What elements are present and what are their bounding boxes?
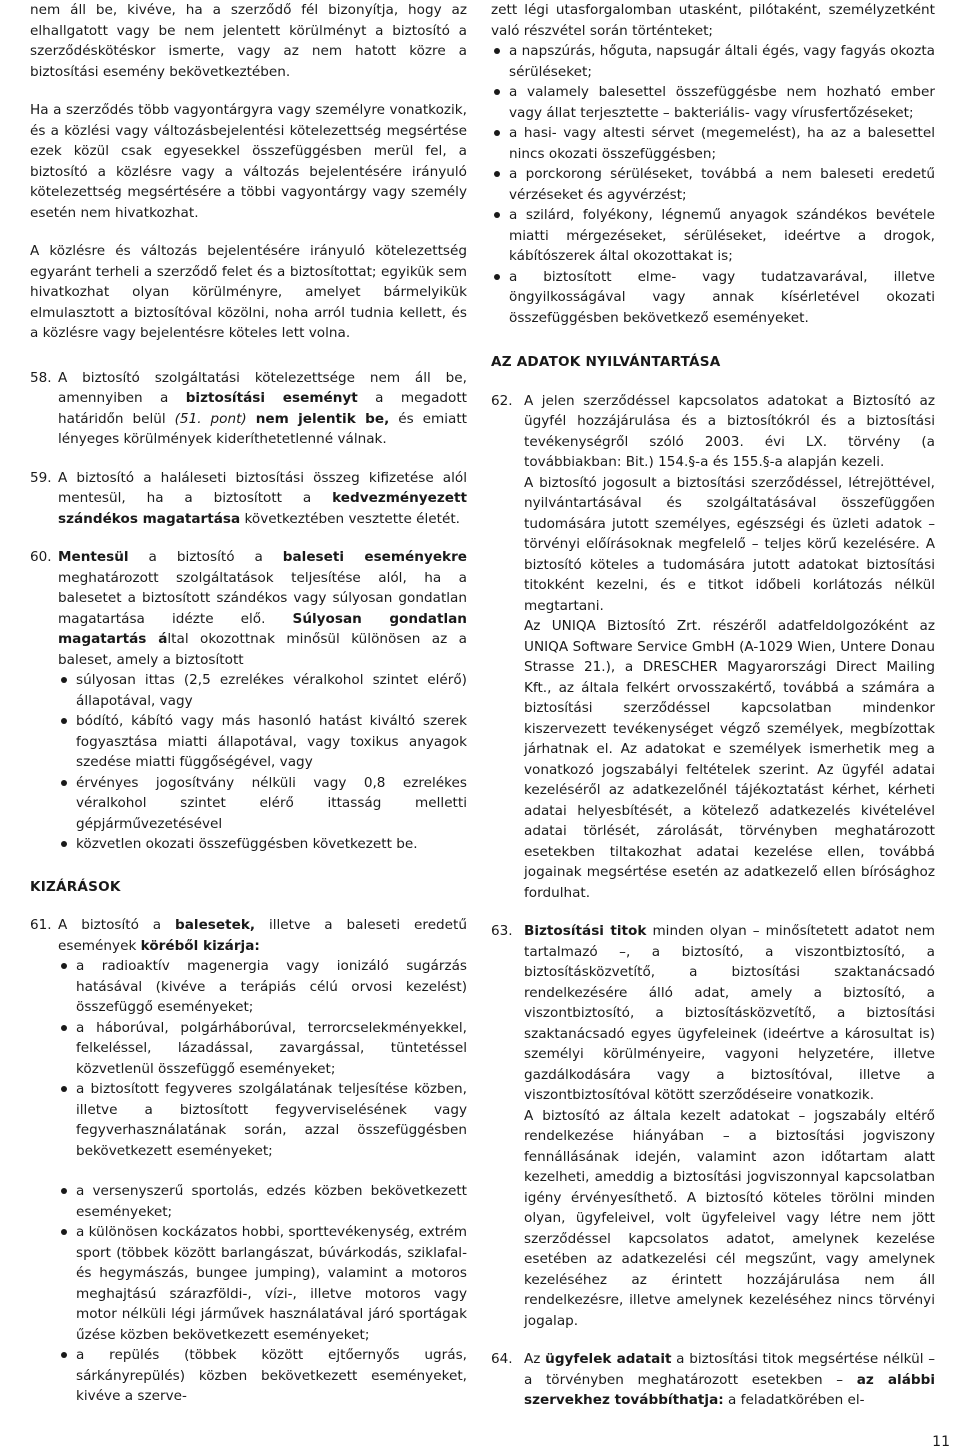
list-item: a versenyszerű sportolás, edzés közben bekövetkezett eseményeket; <box>58 1181 467 1222</box>
list-item: a biztosított fegyveres szolgálatának teljesítése közben, illetve a biztosított fegyverviselésének vagy fegyverhasználatának során, azzal összefüggésben bekövetkezett eseményeket; <box>58 1079 467 1161</box>
bullet-list <box>58 670 467 855</box>
section-number: 61. <box>30 917 52 933</box>
heading-exclusions: KIZÁRÁSOK <box>30 878 121 895</box>
section-64 <box>491 1349 935 1411</box>
section-number: 62. <box>491 392 513 409</box>
section-62 <box>491 391 935 904</box>
bullet-list <box>58 956 467 1407</box>
section-58 <box>30 368 467 450</box>
list-item: a hasi- vagy altesti sérvet (megemelést), ha az a balesettel nincs okozati összefüggésben; <box>491 123 935 164</box>
section-number: 64. <box>491 1351 513 1367</box>
section-text: A jelen szerződéssel kapcsolatos adatokat a Biztosító az ügyfél hozzájárulása és a biztosítókról és a biztosítási tevékenységről szóló 2003. évi LX. törvény (a továbbiakban: Bit.) 154.§-a és 155.§-a alapján kezeli. A biztosító jogosult a biztosítási szerződéssel, létrejöttével, nyilvántartásával és szolgáltatásával összefüggően tudomására jutott személyes, egészségi és üzleti adatok – törvényi előírásoknak megfelelő – teljes körű kezelésére. A biztosító köteles a tudomására jutott adatokat biztosítási titokként kezelni, és e titkot időbeli korlátozás nélkül megtartani. Az UNIQA Biztosító Zrt. részéről adatfeldolgozóként az UNIQA Software Service GmbH (A-1029 Wien, Untere Donau Strasse 21.), a DRESCHER Magyarországi Direct Mailing Kft., az általa felkért orvosszakértő, továbbá a számára a biztosítási szerződéssel kapcsolatban mindenkor kiszervezett tevékenységet végző személyek, megbízottak járhatnak el. Az adatokat e személyek ismerhetik meg a vonatkozó jogszabályi feltételek szerint. Az ügyfél adatai kezeléséről az adatkezelőnél tájékoztatást kérhet, kérheti adatai helyesbítését, a kötelező adatkezelés kivételével adatai törlését, zárolását, törvényben meghatározott esetekben tiltakozhat adatai kezelése ellen, továbbá jogainak megsértése esetén az adatkezelő ellen bírósághoz fordulhat. <box>524 392 935 901</box>
list-item: a repülés (többek között ejtőernyős ugrás, sárkányrepülés) közben bekövetkezett eseményeket, kivéve a szerve- <box>58 1345 467 1407</box>
list-item: bódító, kábító vagy más hasonló hatást kiváltó szerek fogyasztása miatti állapotával, vagy toxikus anyagok szedése miatti függőségével, vagy <box>58 711 467 773</box>
list-item: a különösen kockázatos hobbi, sporttevékenység, extrém sport (többek között barlangászat, búvárkodás, sziklafal- és hegymászás, bungee jumping), valamint a motoros meghajtású szárazföldi-, vízi-, illetve motoros vagy motor nélküli légi járművek használatával járó sportágak űzése közben bekövetkezett eseményeket; <box>58 1222 467 1345</box>
right-column <box>491 0 935 1411</box>
list-item: a háborúval, polgárháborúval, terrorcselekményekkel, felkeléssel, lázadással, zavargással, tüntetéssel közvetlenül összefüggő eseményeket; <box>58 1018 467 1080</box>
section-59 <box>30 468 467 530</box>
section-text: Biztosítási titok minden olyan – minősítetett adatot nem tartalmazó –, a biztosító, a viszontbiztosító, a biztosításközvetítő, a biztosítási szaktanácsadó rendelkezésére álló adat, amely a biztosító, a viszontbiztosító, a biztosításközvetítő, a biztosítási szaktanácsadó egyes ügyfeleinek (ideértve a károsultat is) személyi körülményeire, vagyoni helyzetére, illetve gazdálkodására vagy a biztosítóval, illetve a viszontbiztosítóval kötött szerződéseire vonatkozik. A biztosító az általa kezelt adatokat – jogszabály eltérő rendelkezése hiányában – a biztosítási jogviszony fennállásának idején, valamint azon időtartam alatt kezelheti, ameddig a biztosítási jogviszonnyal kapcsolatban igény érvényesíthető. A biztosító köteles törölni minden olyan, ügyfeleivel, volt ügyfeleivel vagy létre nem jött szerződéssel kapcsolatos adatot, amelynek kezelése esetében az adatkezelési cél megszűnt, vagy amelynek kezeléséhez az érintett hozzájárulása nem áll rendelkezésre, illetve amelynek kezeléséhez nincs törvényi jogalap. <box>524 923 935 1329</box>
section-text: A biztosító szolgáltatási kötelezettsége nem áll be, amennyiben a biztosítási eseményt a megadott határidőn belül (51. pont) nem jelentik be, és emiatt lényeges körülmények kideríthetetlenné válnak. <box>58 369 467 447</box>
list-item: közvetlen okozati összefüggésben következett be. <box>58 834 467 855</box>
section-63 <box>491 921 935 1331</box>
list-item: érvényes jogosítvány nélküli vagy 0,8 ezrelékes véralkohol szintet elérő ittasság melletti gépjárművezetésével <box>58 773 467 835</box>
section-number: 60. <box>30 549 52 565</box>
section-61 <box>30 915 467 1407</box>
list-item: a biztosított elme- vagy tudatzavarával, illetve öngyilkosságával vagy annak kísérletével okozati összefüggésben bekövetkező eseményeket. <box>491 267 935 329</box>
list-item: a napszúrás, hőguta, napsugár általi égés, vagy fagyás okozta sérüléseket; <box>491 41 935 82</box>
list-item: súlyosan ittas (2,5 ezrelékes véralkohol szintet elérő) állapotával, vagy <box>58 670 467 711</box>
section-text: A biztosító a haláleseti biztosítási összeg kifizetése alól mentesül, ha a biztosított a kedvezményezett szándékos magatartása következtében vesztette életét. <box>58 469 467 527</box>
bullet-list <box>491 41 935 328</box>
paragraph-multiple-objects: Ha a szerződés több vagyontárgyra vagy személyre vonatkozik, és a közlési vagy változásbejelentési kötelezettség megsértése ezek közül csak egyesekkel összefüggésben merül fel, a biztosító a közlésre vagy a változás bejelentésére irányuló kötelezettség megsértésére a többi vagyontárgy vagy személy esetén nem hivatkozhat. <box>30 102 467 221</box>
section-text: Az ügyfelek adatait a biztosítási titok megsértése nélkül – a törvényben meghatározott esetekben – az alábbi szervekhez továbbíthatja: a feladatkörében el- <box>524 1351 936 1408</box>
list-item: a szilárd, folyékony, légnemű anyagok szándékos bevétele miatti mérgezéseket, sérüléseket, ideértve a drogok, kábítószerek által okozottakat is; <box>491 205 935 267</box>
section-number: 63. <box>491 923 513 939</box>
list-item: a radioaktív magenergia vagy ionizáló sugárzás hatásával (kivéve a terápiás célú orvosi kezelést) összefüggő eseményeket; <box>58 956 467 1018</box>
page-number: 11 <box>932 1433 950 1450</box>
paragraph-continuation: nem áll be, kivéve, ha a szerződő fél bizonyítja, hogy az elhallgatott vagy be nem jelentett körülményt a biztosító a szerződéskötéskor ismerte, vagy az nem hatott közre a biztosítási esemény bekövetkeztében. <box>30 2 467 80</box>
heading-data-records: AZ ADATOK NYILVÁNTARTÁSA <box>491 354 721 370</box>
section-60 <box>30 547 467 855</box>
left-column <box>30 0 467 1407</box>
section-number: 58. <box>30 369 52 386</box>
list-item: a porckorong sérüléseket, továbbá a nem baleseti eredetű vérzéseket és agyvérzést; <box>491 164 935 205</box>
section-number: 59. <box>30 469 52 486</box>
paragraph-joint-obligation: A közlésre és változás bejelentésére irányuló kötelezettség egyaránt terheli a szerződő felet és a biztosítottat; egyikük sem hivatkozhat olyan körülményre, amelyet bármelyikük elmulasztott a biztosítóval közölni, noha arról tudnia kellett, és a közlésre vagy bejelentésre köteles lett volna. <box>30 243 467 341</box>
list-item: a valamely balesettel összefüggésbe nem hozható ember vagy állat terjesztette – bakteriális- vagy vírusfertőzéseket; <box>491 82 935 123</box>
paragraph-continuation: zett légi utasforgalomban utasként, pilótaként, személyzetként való részvétel során történteket; <box>491 2 935 39</box>
section-text: Mentesül a biztosító a baleseti eseményekre meghatározott szolgáltatások teljesítése alól, ha a balesetet a biztosított szándékos vagy súlyosan gondatlan magatartása idézte elő. Súlyosan gondatlan magatartás által okozottnak minősül különösen az a baleset, amely a biztosított súlyosan ittas (2,5 ezrelékes véralkohol szintet elérő) állapotával, vagy bódító, kábító vagy más hasonló hatást kiváltó szerek fogyasztása miatti állapotával, vagy toxikus anyagok szedése miatti függőségével, vagy érvényes jogosítvány nélküli vagy 0,8 ezrelékes véralkohol szintet elérő ittasság melletti gépjárművezetésével közvetlen okozati összefüggésben következett be. <box>58 547 467 855</box>
section-text: A biztosító a balesetek, illetve a baleseti eredetű események köréből kizárja: a radioaktív magenergia vagy ionizáló sugárzás hatásával (kivéve a terápiás célú orvosi kezelést) összefüggő eseményeket; a háborúval, polgárháborúval, terrorcselekményekkel, felkeléssel, lázadással, zavargással, tüntetéssel közvetlenül összefüggő eseményeket; a biztosított fegyveres szolgálatának teljesítése közben, illetve a biztosított fegyverviselésének vagy fegyverhasználatának során, azzal összefüggésben bekövetkezett eseményeket; a versenyszerű sportolás, edzés közben bekövetkezett eseményeket; a különösen kockázatos hobbi, sporttevékenység, extrém sport (többek között barlangászat, búvárkodás, sziklafal- és hegymászás, bungee jumping), valamint a motoros meghajtású szárazföldi-, vízi-, illetve motoros vagy motor nélküli légi járművek használatával járó sportágak űzése közben bekövetkezett eseményeket; a repülés (többek között ejtőernyős ugrás, sárkányrepülés) közben bekövetkezett eseményeket, kivéve a szerve- <box>58 915 467 1407</box>
